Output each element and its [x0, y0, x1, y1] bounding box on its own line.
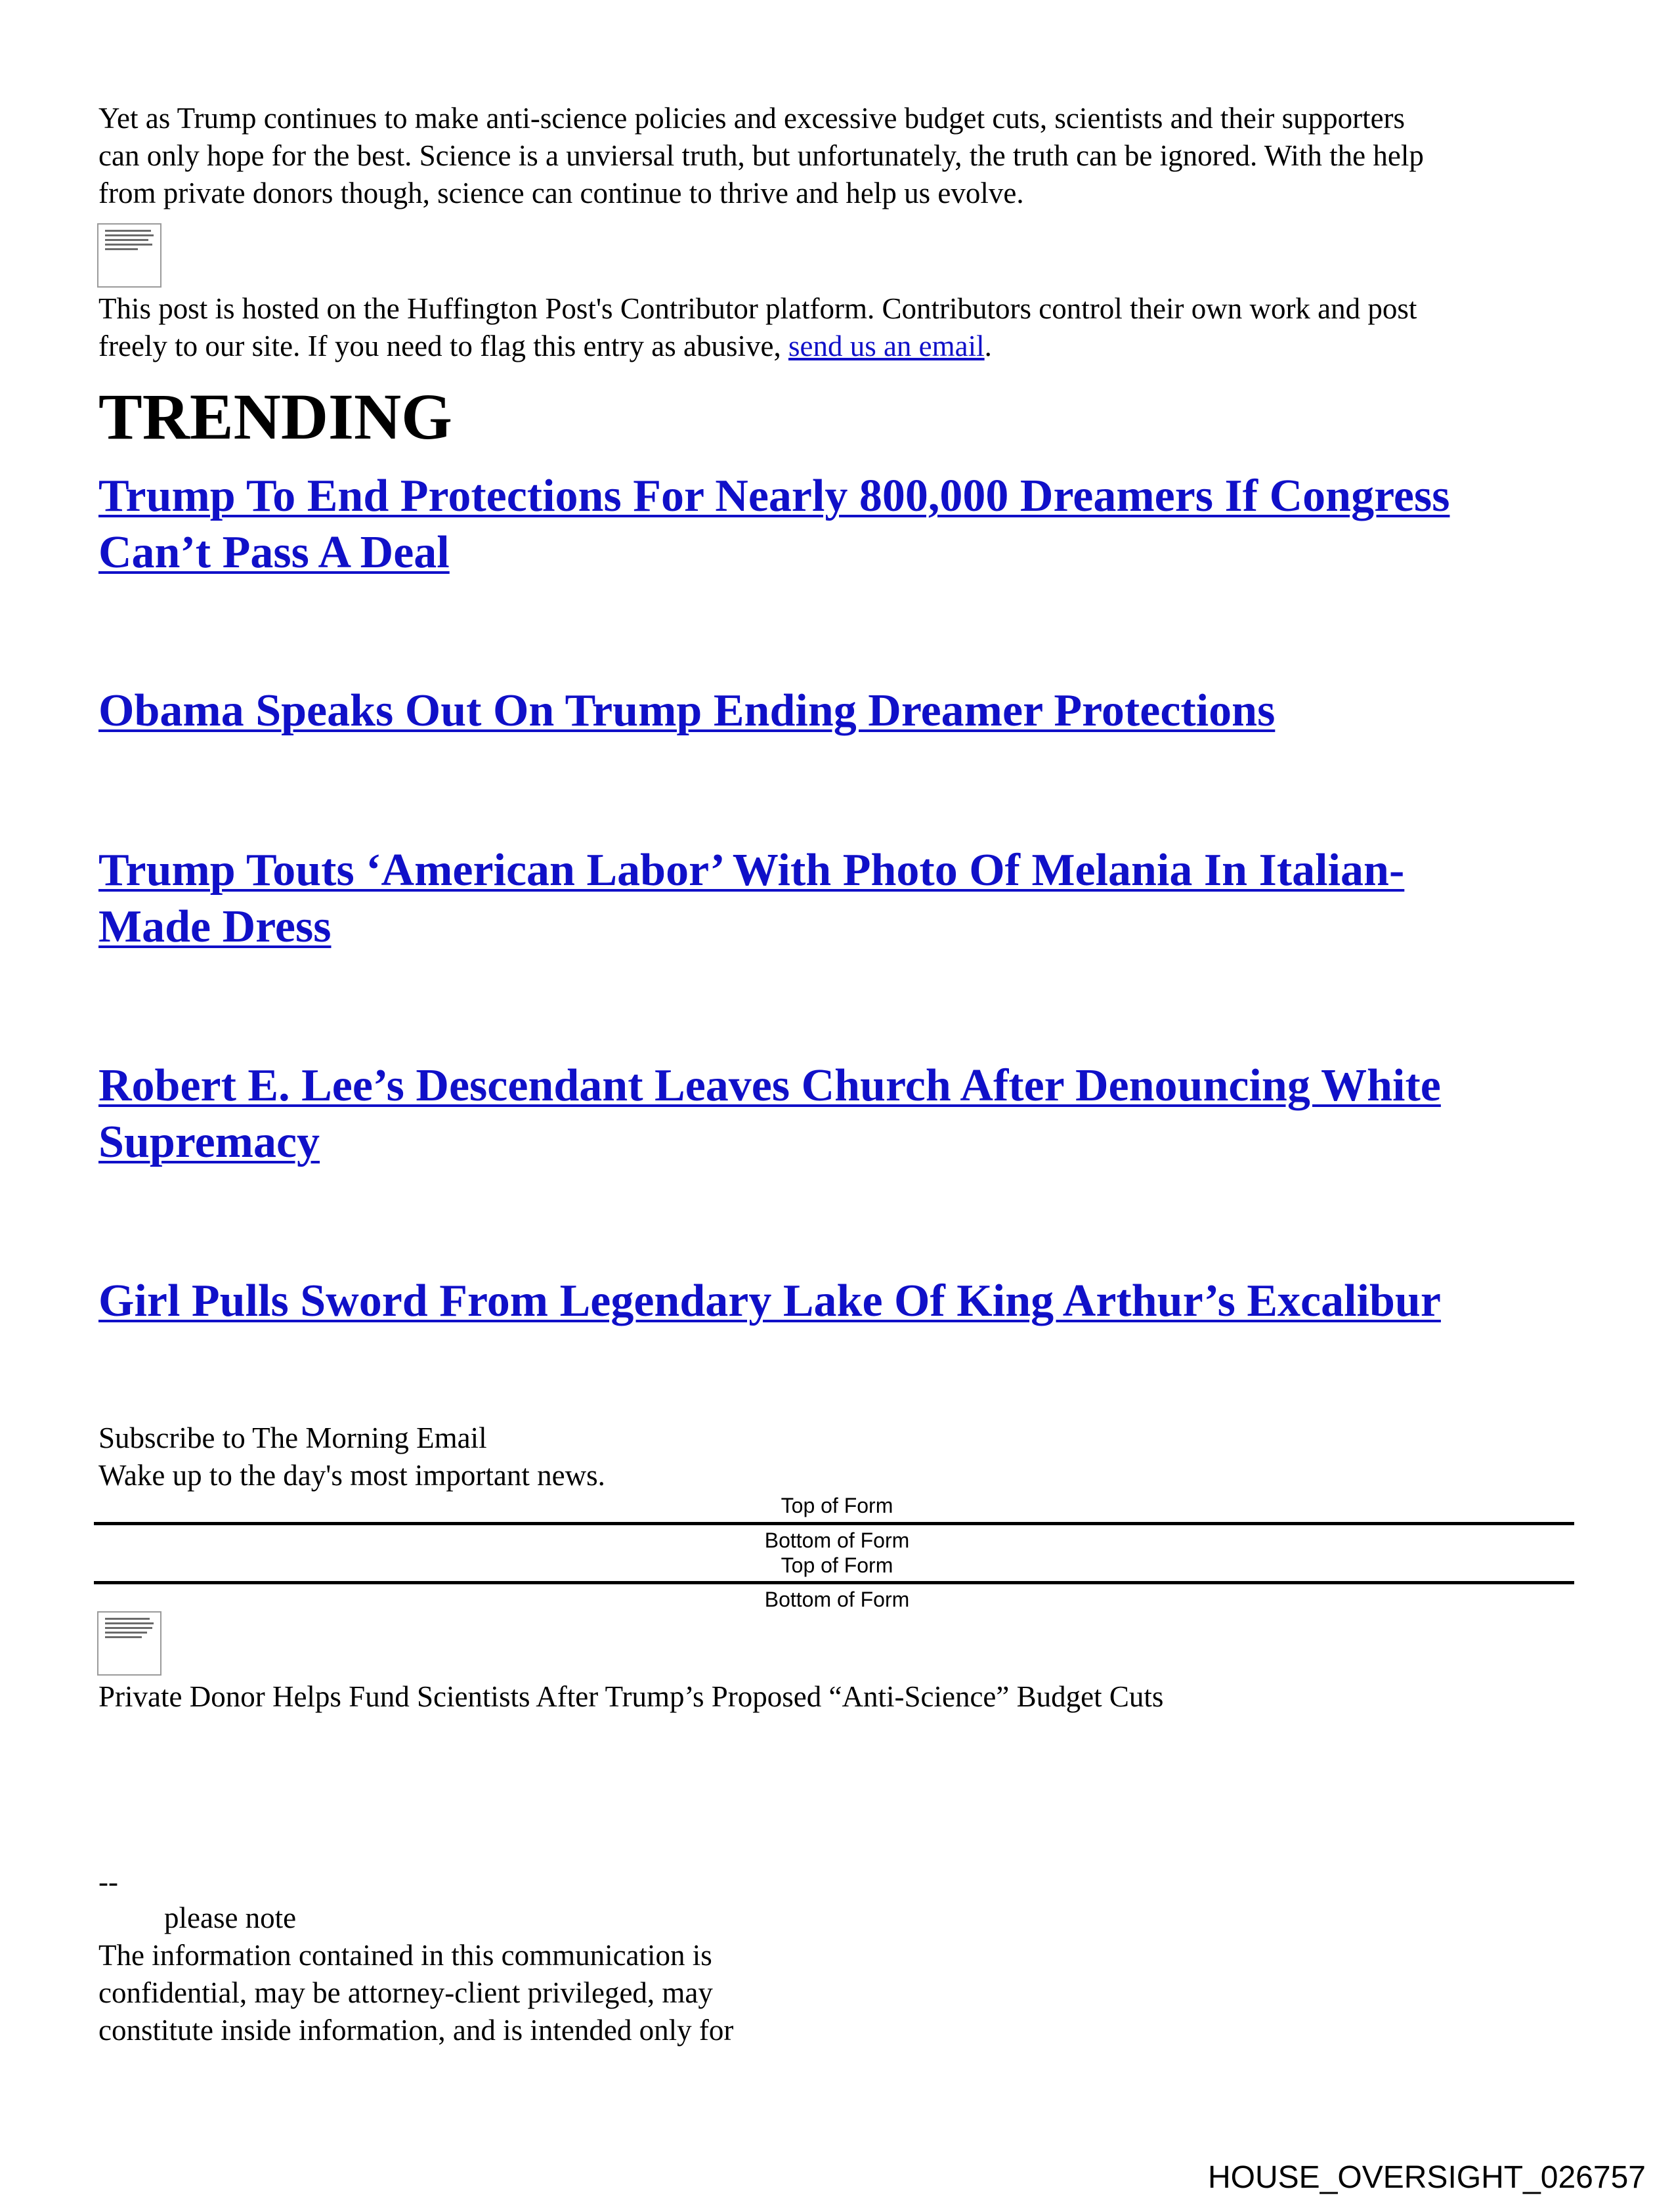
- headline-link-dreamers[interactable]: [98, 468, 1449, 581]
- intro-line-2: can only hope for the best. Science is a unviersal truth, but unfortunately, the truth can be ignored. With the help: [98, 139, 1424, 172]
- headline-line: Trump To End Protections For Nearly 800,000 Dreamers If Congress: [98, 471, 1450, 521]
- intro-paragraph: [98, 100, 1424, 212]
- thumbnail-image[interactable]: [97, 223, 161, 288]
- form-divider: [94, 1581, 1574, 1584]
- headline-line: Robert E. Lee’s Descendant Leaves Church After Denouncing White: [98, 1060, 1441, 1111]
- send-email-link[interactable]: send us an email: [788, 330, 985, 362]
- headline-line: Can’t Pass A Deal: [98, 527, 450, 578]
- headline-link-melania[interactable]: [98, 842, 1404, 955]
- thumbnail-text-lines: [105, 1618, 154, 1641]
- headline-link-obama[interactable]: [98, 683, 1275, 739]
- contributor-notice: [98, 290, 1417, 365]
- notice-line-2-suffix: .: [984, 330, 992, 362]
- article-caption: Private Donor Helps Fund Scientists After Trump’s Proposed “Anti-Science” Budget Cuts: [98, 1680, 1164, 1713]
- thumbnail-text-lines: [105, 230, 154, 253]
- form-divider: [94, 1522, 1574, 1525]
- trending-heading: TRENDING: [98, 380, 452, 453]
- notice-line-2-prefix: freely to our site. If you need to flag this entry as abusive,: [98, 330, 788, 362]
- subscribe-title: Subscribe to The Morning Email: [98, 1421, 487, 1454]
- headline-link-excalibur[interactable]: [98, 1273, 1441, 1330]
- top-of-form-label: Top of Form: [781, 1553, 893, 1577]
- headline-line: Supremacy: [98, 1117, 320, 1167]
- confidentiality-line: The information contained in this communication is: [98, 1939, 712, 1972]
- notice-line-2: [98, 328, 1417, 365]
- intro-line-1: Yet as Trump continues to make anti-science policies and excessive budget cuts, scientists and their supporters: [98, 102, 1406, 135]
- bottom-of-form-label: Bottom of Form: [764, 1529, 910, 1552]
- confidentiality-line: constitute inside information, and is intended only for: [98, 2014, 734, 2047]
- confidentiality-notice: [98, 1937, 733, 2049]
- document-id: HOUSE_OVERSIGHT_026757: [1208, 2160, 1646, 2195]
- thumbnail-image[interactable]: [97, 1611, 161, 1676]
- confidentiality-line: confidential, may be attorney-client privileged, may: [98, 1976, 713, 2009]
- subscribe-block: [98, 1420, 605, 1494]
- headline-line: Girl Pulls Sword From Legendary Lake Of King Arthur’s Excalibur: [98, 1276, 1441, 1326]
- bottom-of-form-label: Bottom of Form: [764, 1588, 910, 1611]
- headline-line: Obama Speaks Out On Trump Ending Dreamer Protections: [98, 685, 1276, 736]
- signature-dashes: --: [98, 1865, 118, 1898]
- headline-link-robert-e-lee[interactable]: [98, 1058, 1441, 1171]
- please-note: please note: [164, 1901, 297, 1934]
- top-of-form-label: Top of Form: [781, 1494, 893, 1517]
- subscribe-subtitle: Wake up to the day's most important news.: [98, 1459, 605, 1492]
- notice-line-1: This post is hosted on the Huffington Post's Contributor platform. Contributors control their own work and post: [98, 292, 1417, 325]
- intro-line-3: from private donors though, science can continue to thrive and help us evolve.: [98, 177, 1024, 209]
- headline-line: Trump Touts ‘American Labor’ With Photo Of Melania In Italian-: [98, 845, 1405, 896]
- headline-line: Made Dress: [98, 901, 332, 952]
